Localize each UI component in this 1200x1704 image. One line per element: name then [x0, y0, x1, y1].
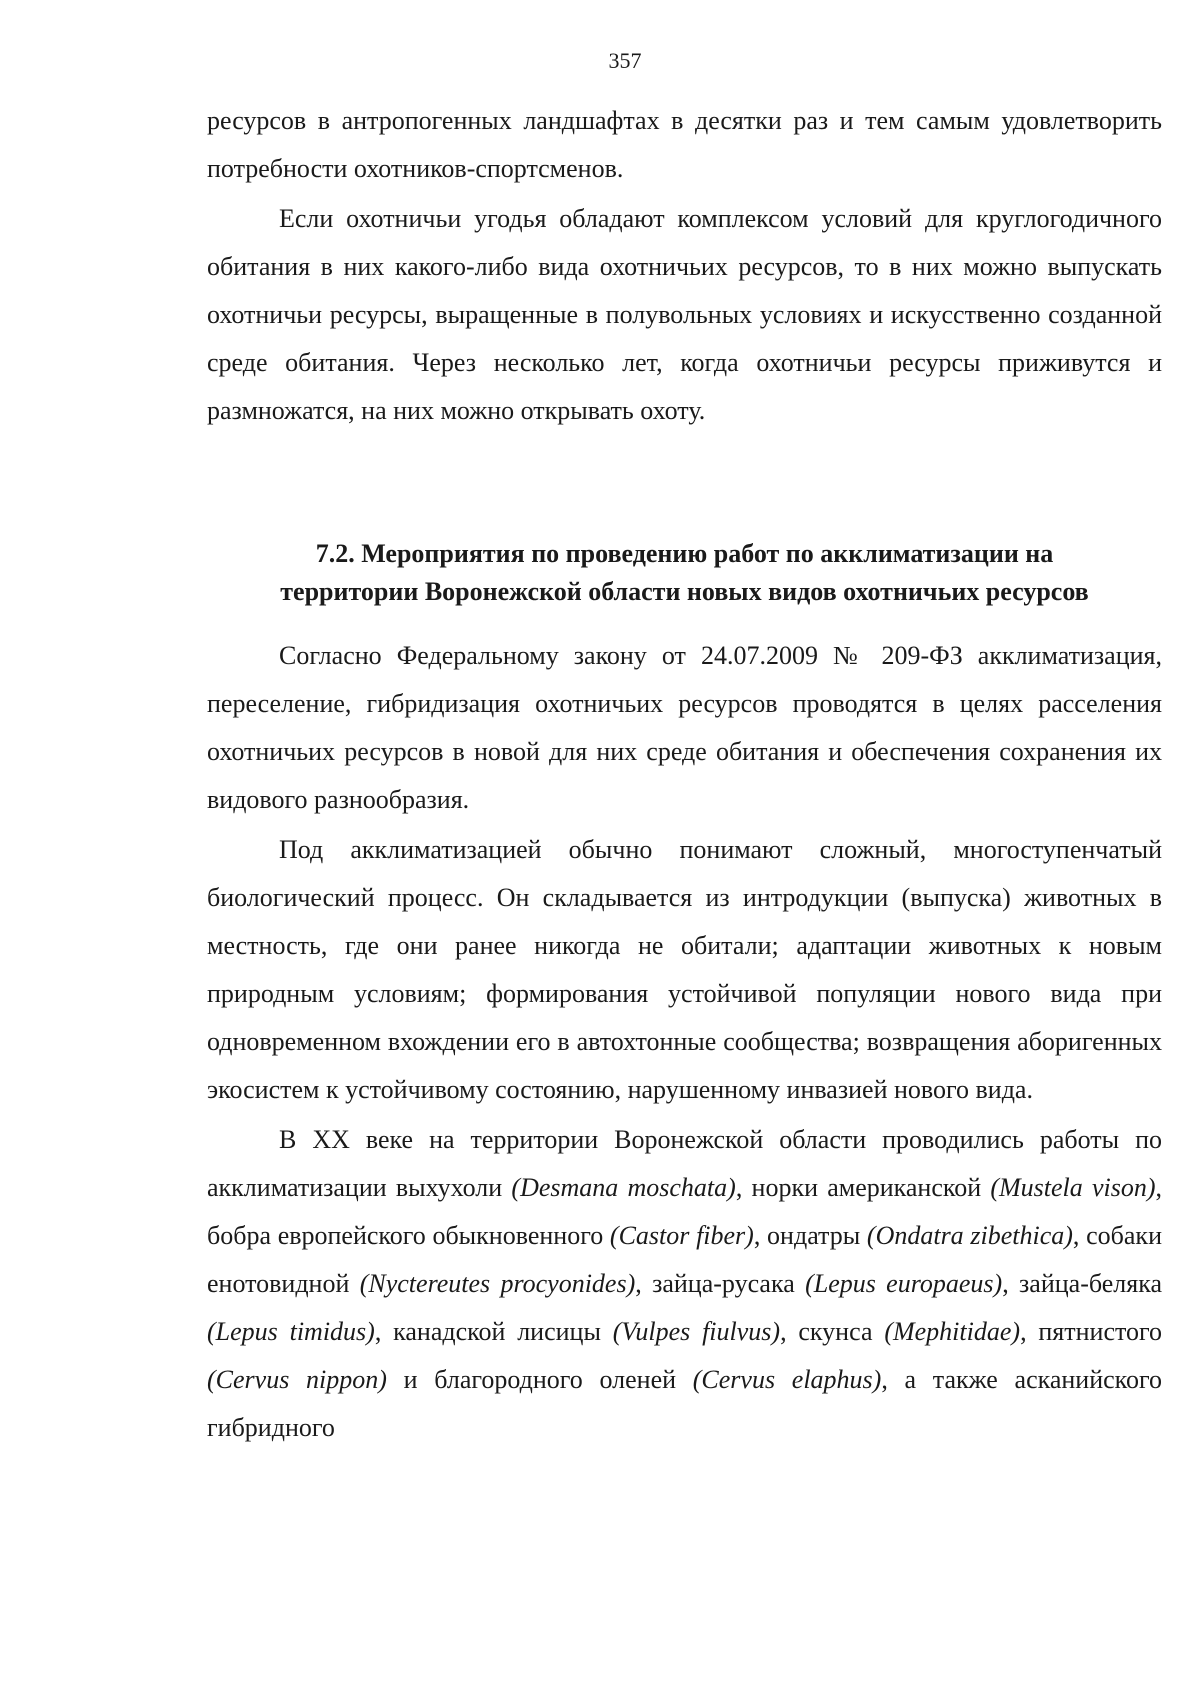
- page-number: 357: [608, 48, 642, 73]
- text-run: и благородного оленей: [386, 1365, 693, 1394]
- section-heading-line: территории Воронежской области новых видов охотничьих ресурсов: [280, 577, 1089, 606]
- text-run: , зайца-беляка: [1002, 1269, 1163, 1298]
- species-name: (Nyctereutes procyonides): [359, 1269, 636, 1298]
- text-run: , а также асканийского гибридного: [207, 1365, 1163, 1442]
- species-name: (Castor fiber): [609, 1221, 754, 1250]
- species-name: (Mephitidae): [884, 1317, 1021, 1346]
- paragraph-species: [207, 1116, 1162, 1452]
- section-heading: [207, 535, 1162, 611]
- species-name: (Desmana moschata): [511, 1173, 736, 1202]
- text-run: В XX веке на территории Воронежской области проводились работы по акклиматизации выхухоли: [207, 1125, 1162, 1202]
- text-run: , ондатры: [753, 1221, 867, 1250]
- species-name: (Mustela vison): [990, 1173, 1156, 1202]
- species-name: (Cervus elaphus): [692, 1365, 882, 1394]
- section-heading-line: 7.2. Мероприятия по проведению работ по акклиматизации на: [315, 539, 1054, 568]
- species-name: (Ondatra zibethica): [866, 1221, 1073, 1250]
- paragraph: Если охотничьи угодья обладают комплексом условий для круглогодичного обитания в них какого-либо вида охотничьих ресурсов, то в них можно выпускать охотничьи ресурсы, выращенные в полувольных условиях и искусственно созданной среде обитания. Через несколько лет, когда охотничьи ресурсы приживутся и размножатся, на них можно открывать охоту.: [207, 204, 1162, 425]
- section-body: [207, 632, 1162, 1452]
- paragraph: Согласно Федеральному закону от 24.07.2009 № 209-ФЗ акклиматизация, переселение, гибридизация охотничьих ресурсов проводятся в целях расселения охотничьих ресурсов в новой для них среде обитания и обеспечения сохранения их видового разнообразия.: [207, 641, 1162, 814]
- species-name: (Vulpes fiulvus): [612, 1317, 781, 1346]
- paragraph: ресурсов в антропогенных ландшафтах в десятки раз и тем самым удовлетворить потребности охотников-спортсменов.: [207, 106, 1162, 183]
- intro-text: [207, 97, 1162, 435]
- text-run: , собаки енотовидной: [207, 1221, 1162, 1298]
- paragraph: Под акклиматизацией обычно понимают сложный, многоступенчатый биологический процесс. Он складывается из интродукции (выпуска) животных в местность, где они ранее никогда не обитали; адаптации животных к новым природным условиям; формирования устойчивой популяции нового вида при одновременном вхождении его в автохтонные сообщества; возвращения аборигенных экосистем к устойчивому состоянию, нарушенному инвазией нового вида.: [207, 835, 1162, 1104]
- text-run: , пятнистого: [1020, 1317, 1163, 1346]
- species-name: (Lepus timidus): [207, 1317, 375, 1346]
- text-run: , канадской лисицы: [374, 1317, 613, 1346]
- text-run: , скунса: [780, 1317, 885, 1346]
- text-run: , бобра европейского обыкновенного: [207, 1173, 1163, 1250]
- species-name: (Cervus nippon): [207, 1365, 387, 1394]
- text-run: , зайца-русака: [635, 1269, 806, 1298]
- species-name: (Lepus europaeus): [805, 1269, 1003, 1298]
- text-run: , норки американской: [735, 1173, 991, 1202]
